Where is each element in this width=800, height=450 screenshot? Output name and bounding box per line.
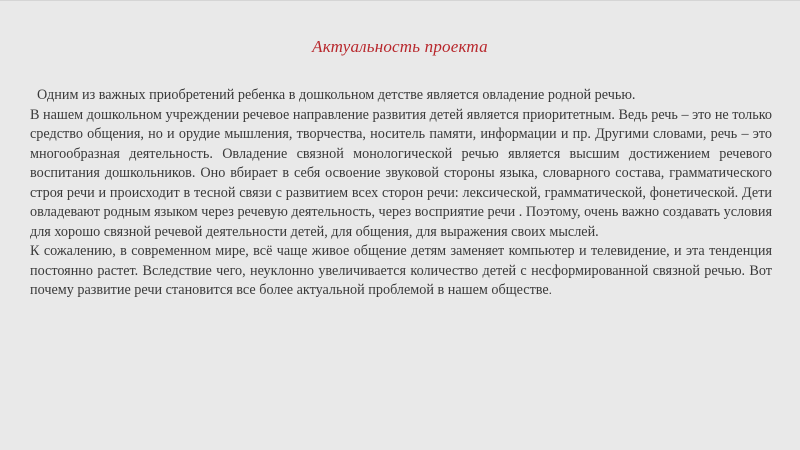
paragraph-conclusion	[30, 242, 772, 301]
paragraph-main: В нашем дошкольном учреждении речевое направление развития детей является приоритетным. Ведь речь – это не только средство общения, но и орудие мышления, творчества, носитель памяти, информации и пр. Другими словами, речь – это многообразная деятельность. Овладение связной монологической речью является высшим достижением речевого воспитания дошкольников. Оно вбирает в себя освоение звуковой стороны языка, словарного состава, грамматического строя речи и происходит в тесной связи с развитием всех сторон речи: лексической, грамматической, фонетической. Дети овладевают родным языком через речевую деятельность, через восприятие речи . Поэтому, очень важно создавать условия для хорошо связной речевой деятельности детей, для общения, для выражения своих мыслей.	[30, 106, 772, 240]
final-period: .	[548, 283, 552, 297]
slide-body	[30, 86, 772, 301]
paragraph-intro: Одним из важных приобретений ребенка в дошкольном детстве является овладение родной речью.	[37, 87, 636, 103]
slide-title: Актуальность проекта	[312, 37, 488, 56]
paragraph-conclusion-text: К сожалению, в современном мире, всё чаще живое общение детям заменяет компьютер и телевидение, и эта тенденция постоянно растет. Вследствие чего, неуклонно увеличивается количество детей с несформированной связной речью. Вот почему развитие речи становится все более актуальной проблемой в нашем обществе	[30, 243, 772, 298]
